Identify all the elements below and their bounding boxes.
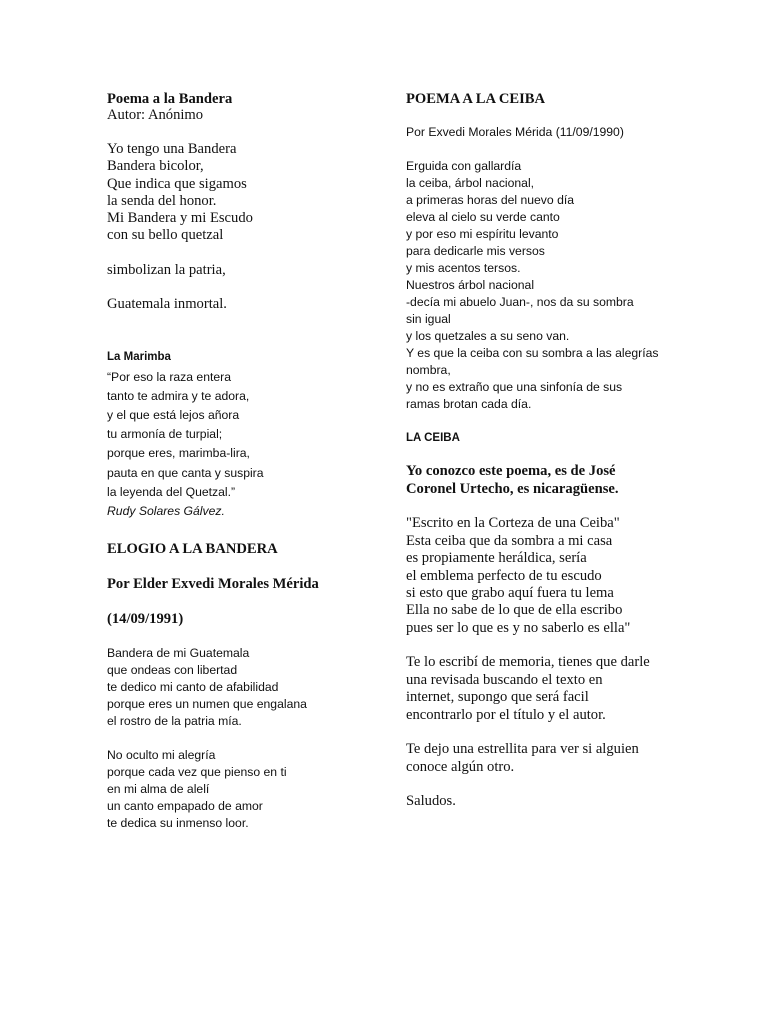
ceiba-line: y mis acentos tersos. bbox=[406, 261, 521, 275]
ceiba-line: para dedicarle mis versos bbox=[406, 244, 545, 258]
laceiba-poem-line: pues ser lo que es y no saberlo es ella" bbox=[406, 620, 631, 636]
laceiba-poem-line: el emblema perfecto de tu escudo bbox=[406, 568, 602, 584]
bandera-line: simbolizan la patria, bbox=[107, 262, 226, 278]
ceiba-line: nombra, bbox=[406, 363, 451, 377]
elogio-title: ELOGIO A LA BANDERA bbox=[107, 541, 278, 557]
laceiba-poem-line: si esto que grabo aquí fuera tu lema bbox=[406, 585, 614, 601]
bandera-line: Bandera bicolor, bbox=[107, 158, 204, 174]
marimba-line: pauta en que canta y suspira bbox=[107, 466, 264, 480]
bandera-line: Mi Bandera y mi Escudo bbox=[107, 210, 253, 226]
laceiba-para-line: conoce algún otro. bbox=[406, 759, 515, 775]
ceiba-line: eleva al cielo su verde canto bbox=[406, 210, 560, 224]
ceiba-line: y no es extraño que una sinfonía de sus bbox=[406, 380, 623, 394]
ceiba-line: la ceiba, árbol nacional, bbox=[406, 176, 535, 190]
laceiba-para-line: Te lo escribí de memoria, tienes que darle bbox=[406, 654, 650, 670]
ceiba-author: Por Exvedi Morales Mérida (11/09/1990) bbox=[406, 125, 624, 139]
bandera-line: Que indica que sigamos bbox=[107, 176, 247, 192]
laceiba-para-line: una revisada buscando el texto en bbox=[406, 672, 603, 688]
bandera-line: la senda del honor. bbox=[107, 193, 217, 209]
ceiba-title: POEMA A LA CEIBA bbox=[406, 91, 546, 107]
laceiba-para-line: Te dejo una estrellita para ver si alguien bbox=[406, 741, 639, 757]
marimba-line: y el que está lejos añora bbox=[107, 408, 240, 422]
elogio-date: (14/09/1991) bbox=[107, 611, 184, 627]
ceiba-line: -decía mi abuelo Juan-, nos da su sombra bbox=[406, 295, 634, 309]
laceiba-intro: Coronel Urtecho, es nicaragüense. bbox=[406, 481, 619, 497]
ceiba-line: Nuestros árbol nacional bbox=[406, 278, 535, 292]
elogio-line: el rostro de la patria mía. bbox=[107, 714, 242, 728]
elogio-line: un canto empapado de amor bbox=[107, 799, 263, 813]
marimba-line: la leyenda del Quetzal.” bbox=[107, 485, 236, 499]
bandera-author: Autor: Anónimo bbox=[107, 107, 204, 123]
laceiba-poem-line: es propiamente heráldica, sería bbox=[406, 550, 587, 566]
elogio-line: en mi alma de alelí bbox=[107, 782, 210, 796]
elogio-line: que ondeas con libertad bbox=[107, 663, 238, 677]
ceiba-line: Erguida con gallardía bbox=[406, 159, 522, 173]
ceiba-line: Y es que la ceiba con su sombra a las alegrías bbox=[406, 346, 659, 360]
elogio-line: No oculto mi alegría bbox=[107, 748, 216, 762]
ceiba-line: a primeras horas del nuevo día bbox=[406, 193, 575, 207]
elogio-line: porque eres un numen que engalana bbox=[107, 697, 307, 711]
ceiba-line: sin igual bbox=[406, 312, 451, 326]
laceiba-poem-line: Esta ceiba que da sombra a mi casa bbox=[406, 533, 613, 549]
laceiba-poem-line: "Escrito en la Corteza de una Ceiba" bbox=[406, 515, 620, 531]
bandera-line: con su bello quetzal bbox=[107, 227, 224, 243]
marimba-line: porque eres, marimba-lira, bbox=[107, 446, 250, 460]
laceiba-para-line: internet, supongo que será facil bbox=[406, 689, 589, 705]
elogio-line: porque cada vez que pienso en ti bbox=[107, 765, 287, 779]
laceiba-intro: Yo conozco este poema, es de José bbox=[406, 463, 616, 479]
marimba-line: tu armonía de turpial; bbox=[107, 427, 223, 441]
ceiba-line: y los quetzales a su seno van. bbox=[406, 329, 570, 343]
laceiba-poem-line: Ella no sabe de lo que de ella escribo bbox=[406, 602, 623, 618]
laceiba-closing: Saludos. bbox=[406, 793, 456, 809]
marimba-author: Rudy Solares Gálvez. bbox=[107, 504, 225, 518]
bandera-line: Guatemala inmortal. bbox=[107, 296, 227, 312]
laceiba-para-line: encontrarlo por el título y el autor. bbox=[406, 707, 606, 723]
marimba-title: La Marimba bbox=[107, 351, 171, 363]
elogio-line: te dedico mi canto de afabilidad bbox=[107, 680, 279, 694]
ceiba-line: y por eso mi espíritu levanto bbox=[406, 227, 559, 241]
marimba-line: tanto te admira y te adora, bbox=[107, 389, 250, 403]
ceiba-line: ramas brotan cada día. bbox=[406, 397, 532, 411]
elogio-line: Bandera de mi Guatemala bbox=[107, 646, 250, 660]
elogio-author: Por Elder Exvedi Morales Mérida bbox=[107, 576, 319, 592]
bandera-title: Poema a la Bandera bbox=[107, 91, 233, 107]
marimba-line: “Por eso la raza entera bbox=[107, 370, 231, 384]
bandera-line: Yo tengo una Bandera bbox=[107, 141, 237, 157]
laceiba-title: LA CEIBA bbox=[406, 432, 460, 444]
elogio-line: te dedica su inmenso loor. bbox=[107, 816, 249, 830]
